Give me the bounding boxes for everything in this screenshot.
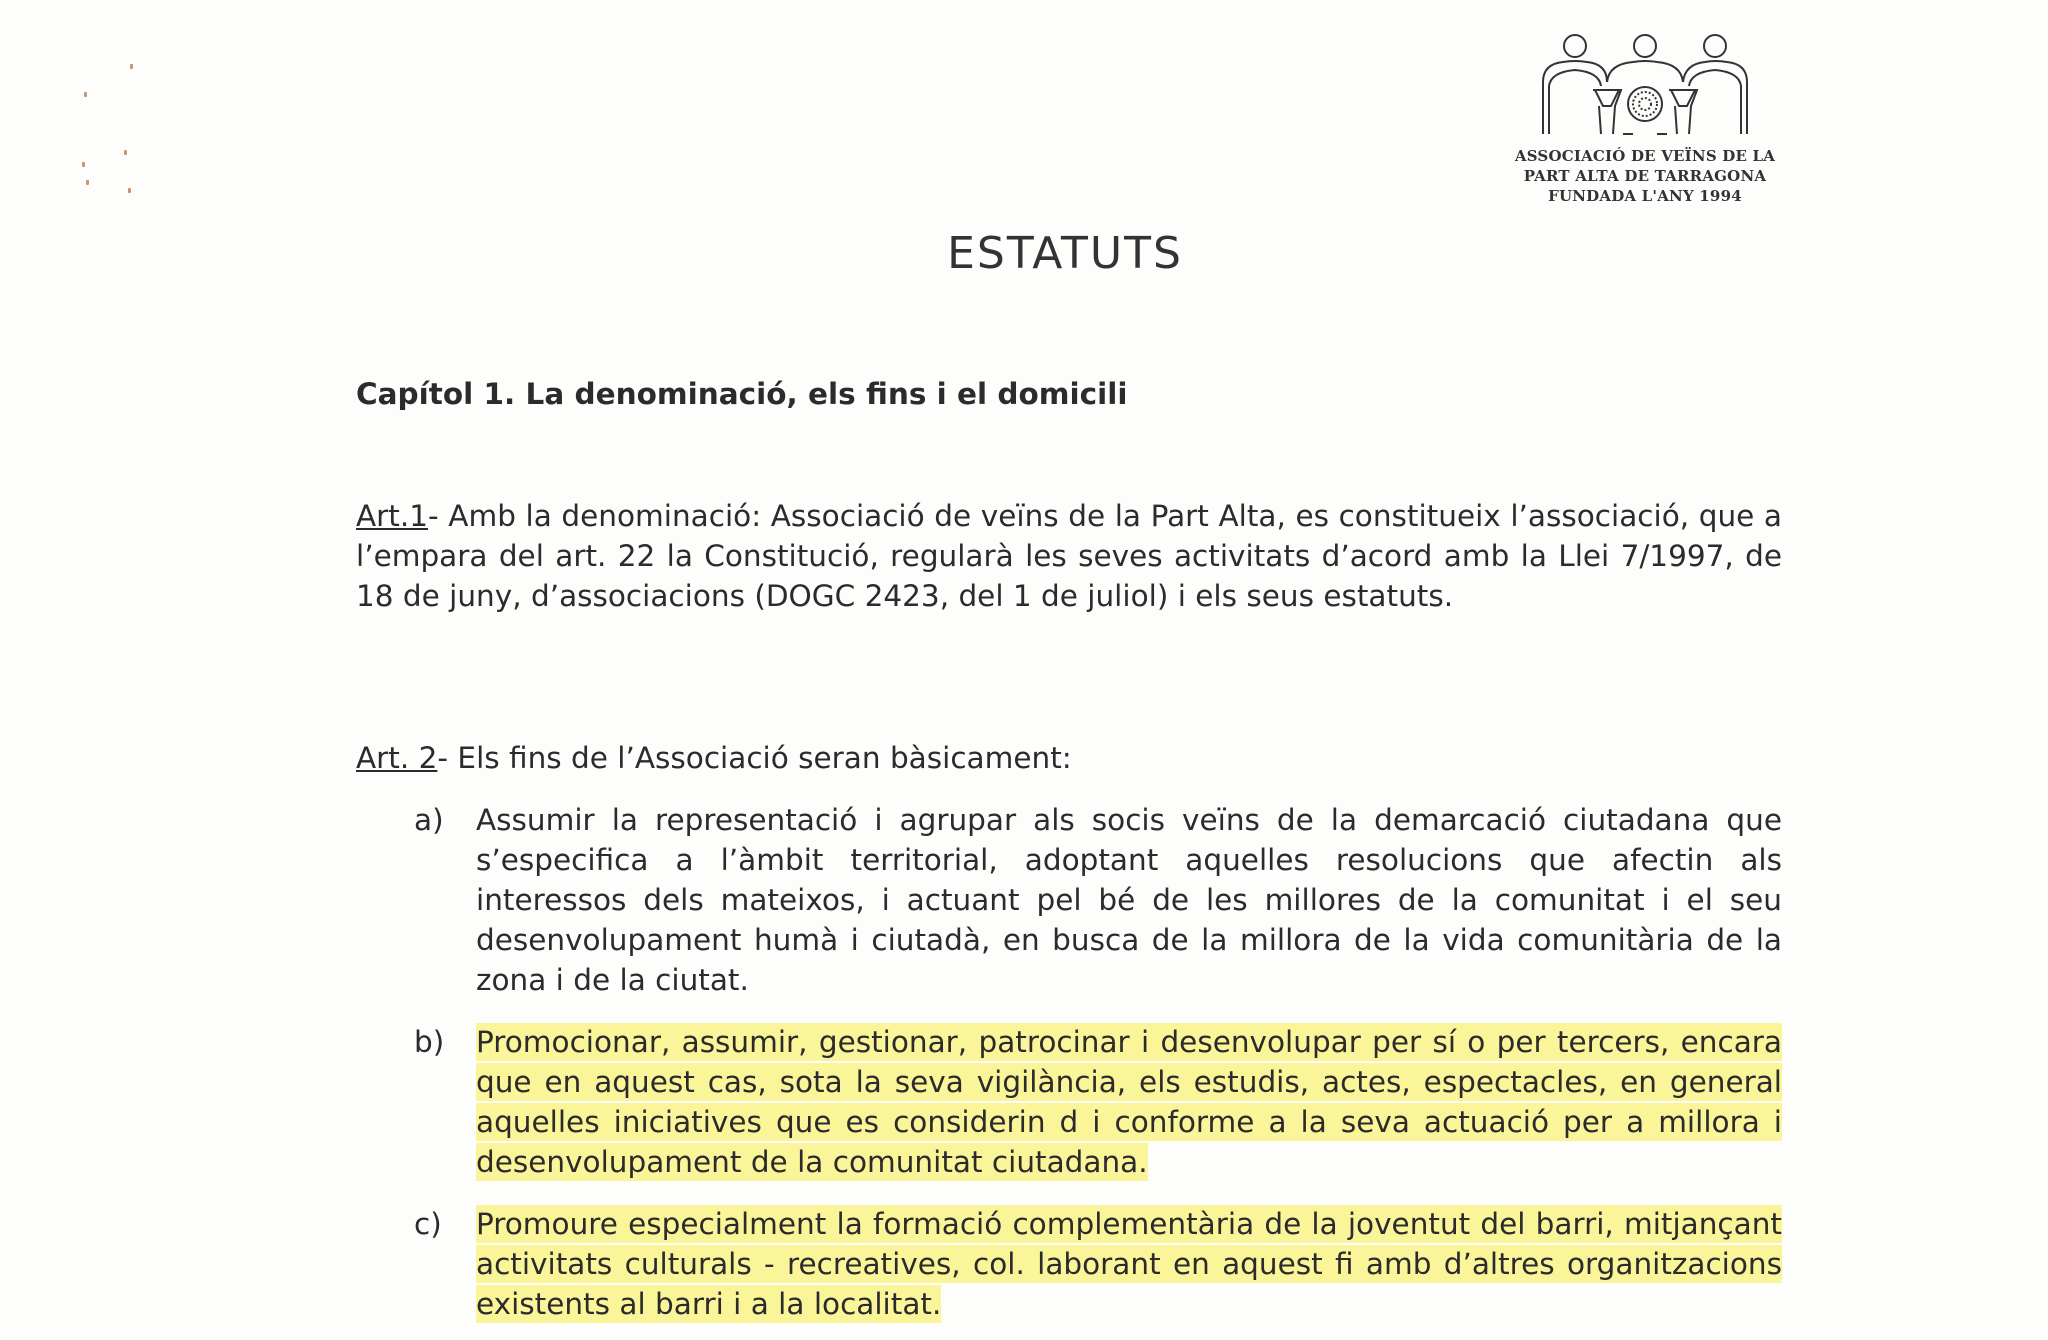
scan-speck [82, 162, 85, 167]
three-arches-emblem-icon [1529, 30, 1761, 146]
list-item [414, 1204, 1782, 1324]
article-1-label: Art.1 [356, 499, 429, 533]
logo-text-line-3: FUNDADA L'ANY 1994 [1548, 187, 1742, 205]
list-item-text [476, 1204, 1782, 1324]
article-2-text: - Els fins de l’Associació seran bàsicament: [437, 741, 1072, 775]
list-item [414, 1022, 1782, 1182]
logo-text-line-1: ASSOCIACIÓ DE VEÏNS DE LA [1514, 147, 1776, 165]
article-1 [356, 496, 1782, 616]
list-item-text [476, 800, 1782, 1000]
highlighted-text: Promoure especialment la formació complementària de la joventut del barri, mitjançant activitats culturals - recreatives, col. laborant en aquest fi amb d’altres organitzacions existents al barri i a la localitat. [476, 1207, 1782, 1321]
list-item [414, 800, 1782, 1000]
list-item-letter: a) [414, 803, 444, 837]
article-1-text: - Amb la denominació: Associació de veïns de la Part Alta, es constitueix l’associació, que a l’empara del art. 22 la Constitució, regularà les seves activitats d’acord amb la Llei 7/1997, de 18 de juny, d’associacions (DOGC 2423, del 1 de juliol) i els seus estatuts. [356, 499, 1782, 613]
chapter-heading: Capítol 1. La denominació, els fins i el domicili [356, 377, 1128, 411]
article-2-label: Art. 2 [356, 741, 438, 775]
scan-speck [130, 64, 133, 69]
list-item-text-content: Assumir la representació i agrupar als socis veïns de la demarcació ciutadana que s’especifica a l’àmbit territorial, adoptant aquelles resolucions que afectin als interessos dels mateixos, i actuant pel bé de les millores de la comunitat i el seu desenvolupament humà i ciutadà, en busca de la millora de la vida comunitària de la zona i de la ciutat. [476, 803, 1782, 997]
list-item-letter: b) [414, 1025, 445, 1059]
scan-speck [84, 92, 87, 97]
scan-speck [86, 180, 89, 185]
scan-speck [128, 188, 131, 193]
article-2 [356, 738, 1782, 778]
list-item-text [476, 1022, 1782, 1182]
document-title: ESTATUTS [947, 228, 1183, 279]
highlighted-text: Promocionar, assumir, gestionar, patrocinar i desenvolupar per sí o per tercers, encara que en aquest cas, sota la seva vigilància, els estudis, actes, espectacles, en general aquelles iniciatives que es considerin d i conforme a la seva actuació per a millora i desenvolupament de la comunitat ciutadana. [476, 1025, 1782, 1179]
list-item-letter: c) [414, 1207, 442, 1241]
scan-speck [124, 150, 127, 155]
association-logo [1500, 30, 1790, 206]
logo-text-line-2: PART ALTA DE TARRAGONA [1523, 167, 1767, 185]
